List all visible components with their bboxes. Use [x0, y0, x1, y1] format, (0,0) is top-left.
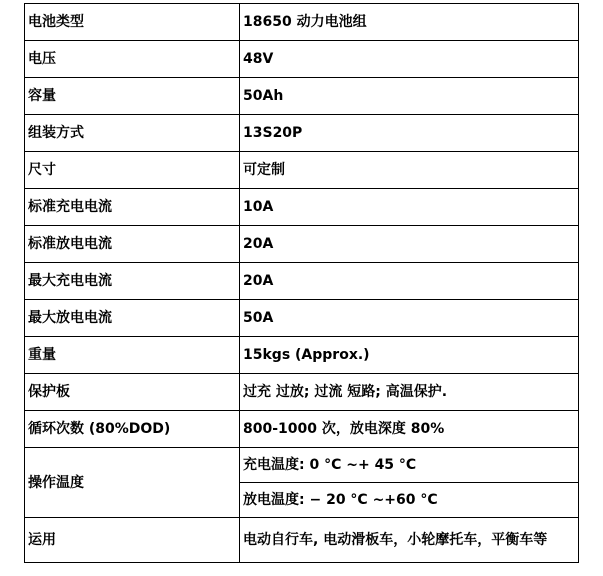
spec-table	[24, 3, 579, 563]
value-cell: 50A	[240, 300, 579, 337]
row-max-charge-current	[25, 263, 579, 300]
value-cell: 可定制	[240, 152, 579, 189]
value-cell: 放电温度: − 20 °C ~+60 °C	[240, 483, 579, 518]
label-cell: 电压	[25, 41, 240, 78]
label-cell: 运用	[25, 518, 240, 563]
row-max-discharge-current	[25, 300, 579, 337]
value-cell: 15kgs (Approx.)	[240, 337, 579, 374]
row-application	[25, 518, 579, 563]
value-cell: 10A	[240, 189, 579, 226]
label-cell: 标准充电电流	[25, 189, 240, 226]
value-cell: 电动自行车, 电动滑板车，小轮摩托车，平衡车等	[240, 518, 579, 563]
value-cell: 50Ah	[240, 78, 579, 115]
label-cell: 循环次数 (80%DOD)	[25, 411, 240, 448]
row-operating-temp-charge	[25, 448, 579, 483]
label-cell: 最大放电电流	[25, 300, 240, 337]
row-battery-type	[25, 4, 579, 41]
value-cell: 18650 动力电池组	[240, 4, 579, 41]
row-size	[25, 152, 579, 189]
value-cell: 48V	[240, 41, 579, 78]
label-cell: 保护板	[25, 374, 240, 411]
label-cell: 操作温度	[25, 448, 240, 518]
value-cell: 20A	[240, 226, 579, 263]
label-cell: 重量	[25, 337, 240, 374]
row-cycle-count	[25, 411, 579, 448]
label-cell: 容量	[25, 78, 240, 115]
label-cell: 标准放电电流	[25, 226, 240, 263]
row-protection-board	[25, 374, 579, 411]
row-weight	[25, 337, 579, 374]
row-std-charge-current	[25, 189, 579, 226]
value-cell: 13S20P	[240, 115, 579, 152]
value-cell: 过充 过放; 过流 短路; 高温保护.	[240, 374, 579, 411]
label-cell: 电池类型	[25, 4, 240, 41]
row-capacity	[25, 78, 579, 115]
label-cell: 最大充电电流	[25, 263, 240, 300]
label-cell: 尺寸	[25, 152, 240, 189]
value-cell: 充电温度: 0 °C ~+ 45 °C	[240, 448, 579, 483]
label-cell: 组装方式	[25, 115, 240, 152]
row-std-discharge-current	[25, 226, 579, 263]
value-cell: 800-1000 次，放电深度 80%	[240, 411, 579, 448]
value-cell: 20A	[240, 263, 579, 300]
row-assembly	[25, 115, 579, 152]
row-voltage	[25, 41, 579, 78]
